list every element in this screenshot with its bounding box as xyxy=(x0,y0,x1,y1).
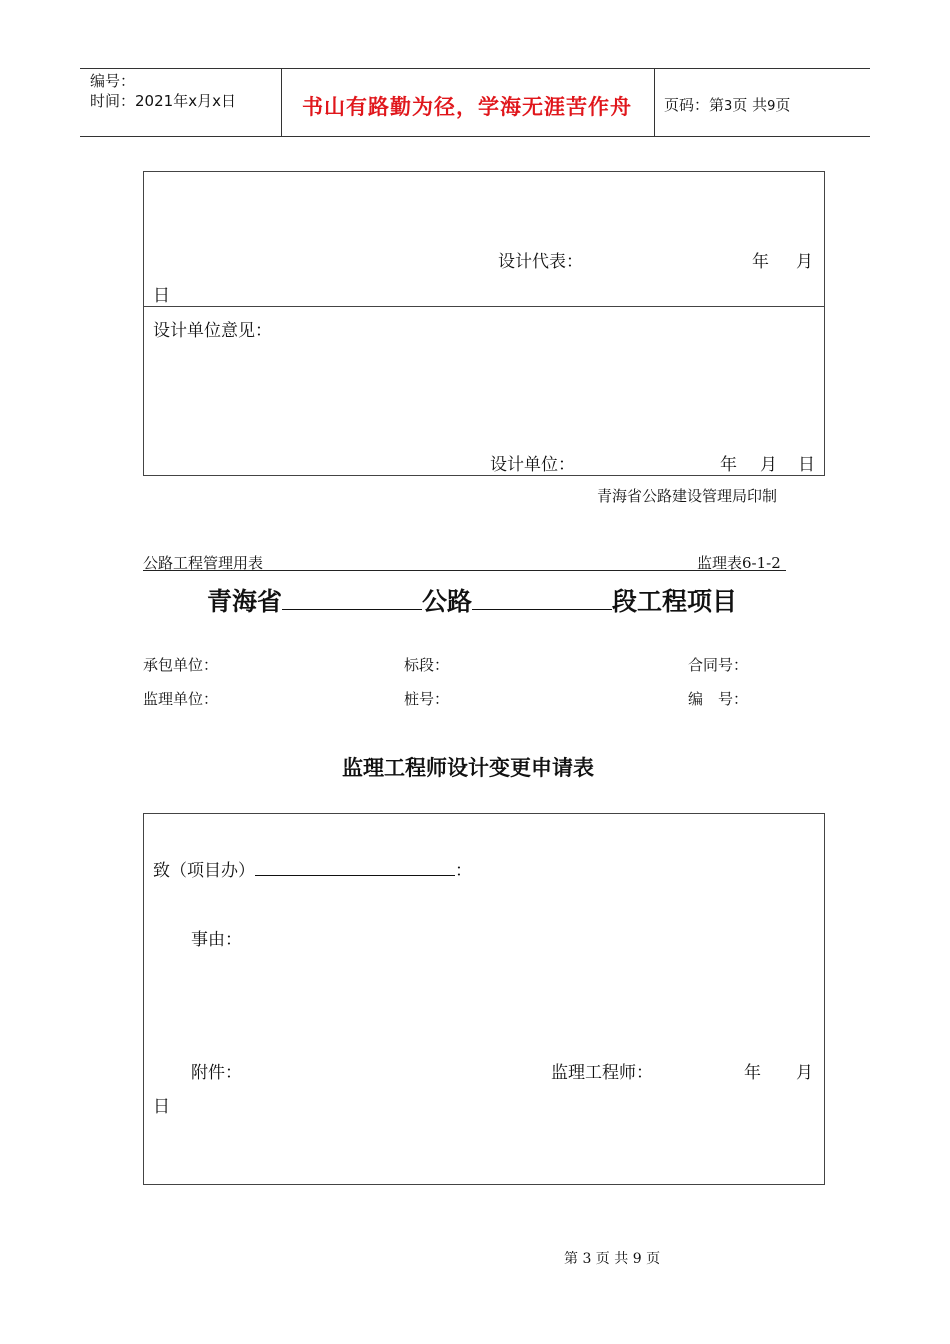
project-province: 青海省 xyxy=(207,587,283,616)
form-title: 监理工程师设计变更申请表 xyxy=(342,756,594,780)
engineer-month: 月 xyxy=(796,1063,813,1083)
design-rep-year: 年 xyxy=(752,252,769,272)
design-rep-day: 日 xyxy=(153,286,170,306)
engineer-day: 日 xyxy=(153,1097,170,1117)
page-total: 9 xyxy=(767,99,776,114)
design-rep-label: 设计代表： xyxy=(498,252,583,272)
header-top-rule xyxy=(80,68,870,69)
design-table-divider xyxy=(143,306,825,307)
printed-by: 青海省公路建设管理局印制 xyxy=(597,487,778,505)
section-label: 标段： xyxy=(404,656,450,674)
reason-label: 事由： xyxy=(191,930,242,950)
project-blank-1 xyxy=(282,585,422,610)
supervisor-label: 监理单位： xyxy=(143,690,219,708)
project-blank-2 xyxy=(472,585,612,610)
page-suffix: 页 xyxy=(775,96,791,114)
design-unit-month: 月 xyxy=(760,455,777,475)
stake-no-label: 桩号： xyxy=(404,690,450,708)
form-category: 公路工程管理用表 xyxy=(143,554,264,572)
to-colon: ： xyxy=(455,861,472,881)
design-opinion-label: 设计单位意见： xyxy=(153,321,272,341)
page-prefix: 第 xyxy=(709,96,725,114)
to-label: 致（项目办） xyxy=(153,861,255,881)
page-current: 3 xyxy=(724,99,733,114)
page-indicator xyxy=(664,94,790,115)
design-rep-month: 月 xyxy=(796,252,813,272)
design-unit-year: 年 xyxy=(720,455,737,475)
project-road: 公路 xyxy=(422,587,473,616)
number-label: 编 号： xyxy=(688,690,749,708)
contractor-label: 承包单位： xyxy=(143,656,219,674)
header-divider-right xyxy=(654,68,655,136)
engineer-label: 监理工程师： xyxy=(551,1063,653,1083)
to-field xyxy=(153,856,472,881)
page-label: 页码： xyxy=(664,96,710,114)
engineer-year: 年 xyxy=(744,1063,761,1083)
design-unit-day: 日 xyxy=(798,455,815,475)
contract-no-label: 合同号： xyxy=(688,656,749,674)
page-mid: 页 共 xyxy=(732,96,768,114)
form-header-rule xyxy=(143,570,786,571)
design-unit-label: 设计单位： xyxy=(490,455,575,475)
to-blank xyxy=(255,857,455,876)
project-title xyxy=(207,582,737,618)
motto: 书山有路勤为径，学海无涯苦作舟 xyxy=(302,95,632,119)
time-label: 时间： xyxy=(90,92,136,110)
attachment-label: 附件： xyxy=(191,1063,242,1083)
project-section: 段工程项目 xyxy=(612,587,738,616)
time-value: 2021年x月x日 xyxy=(135,92,236,110)
header-divider-left xyxy=(281,68,282,136)
time-field xyxy=(90,90,236,111)
form-code: 监理表6-1-2 xyxy=(697,554,781,572)
serial-label: 编号： xyxy=(90,72,136,90)
header-bottom-rule xyxy=(80,136,870,137)
page-footer: 第 3 页 共 9 页 xyxy=(564,1251,661,1267)
